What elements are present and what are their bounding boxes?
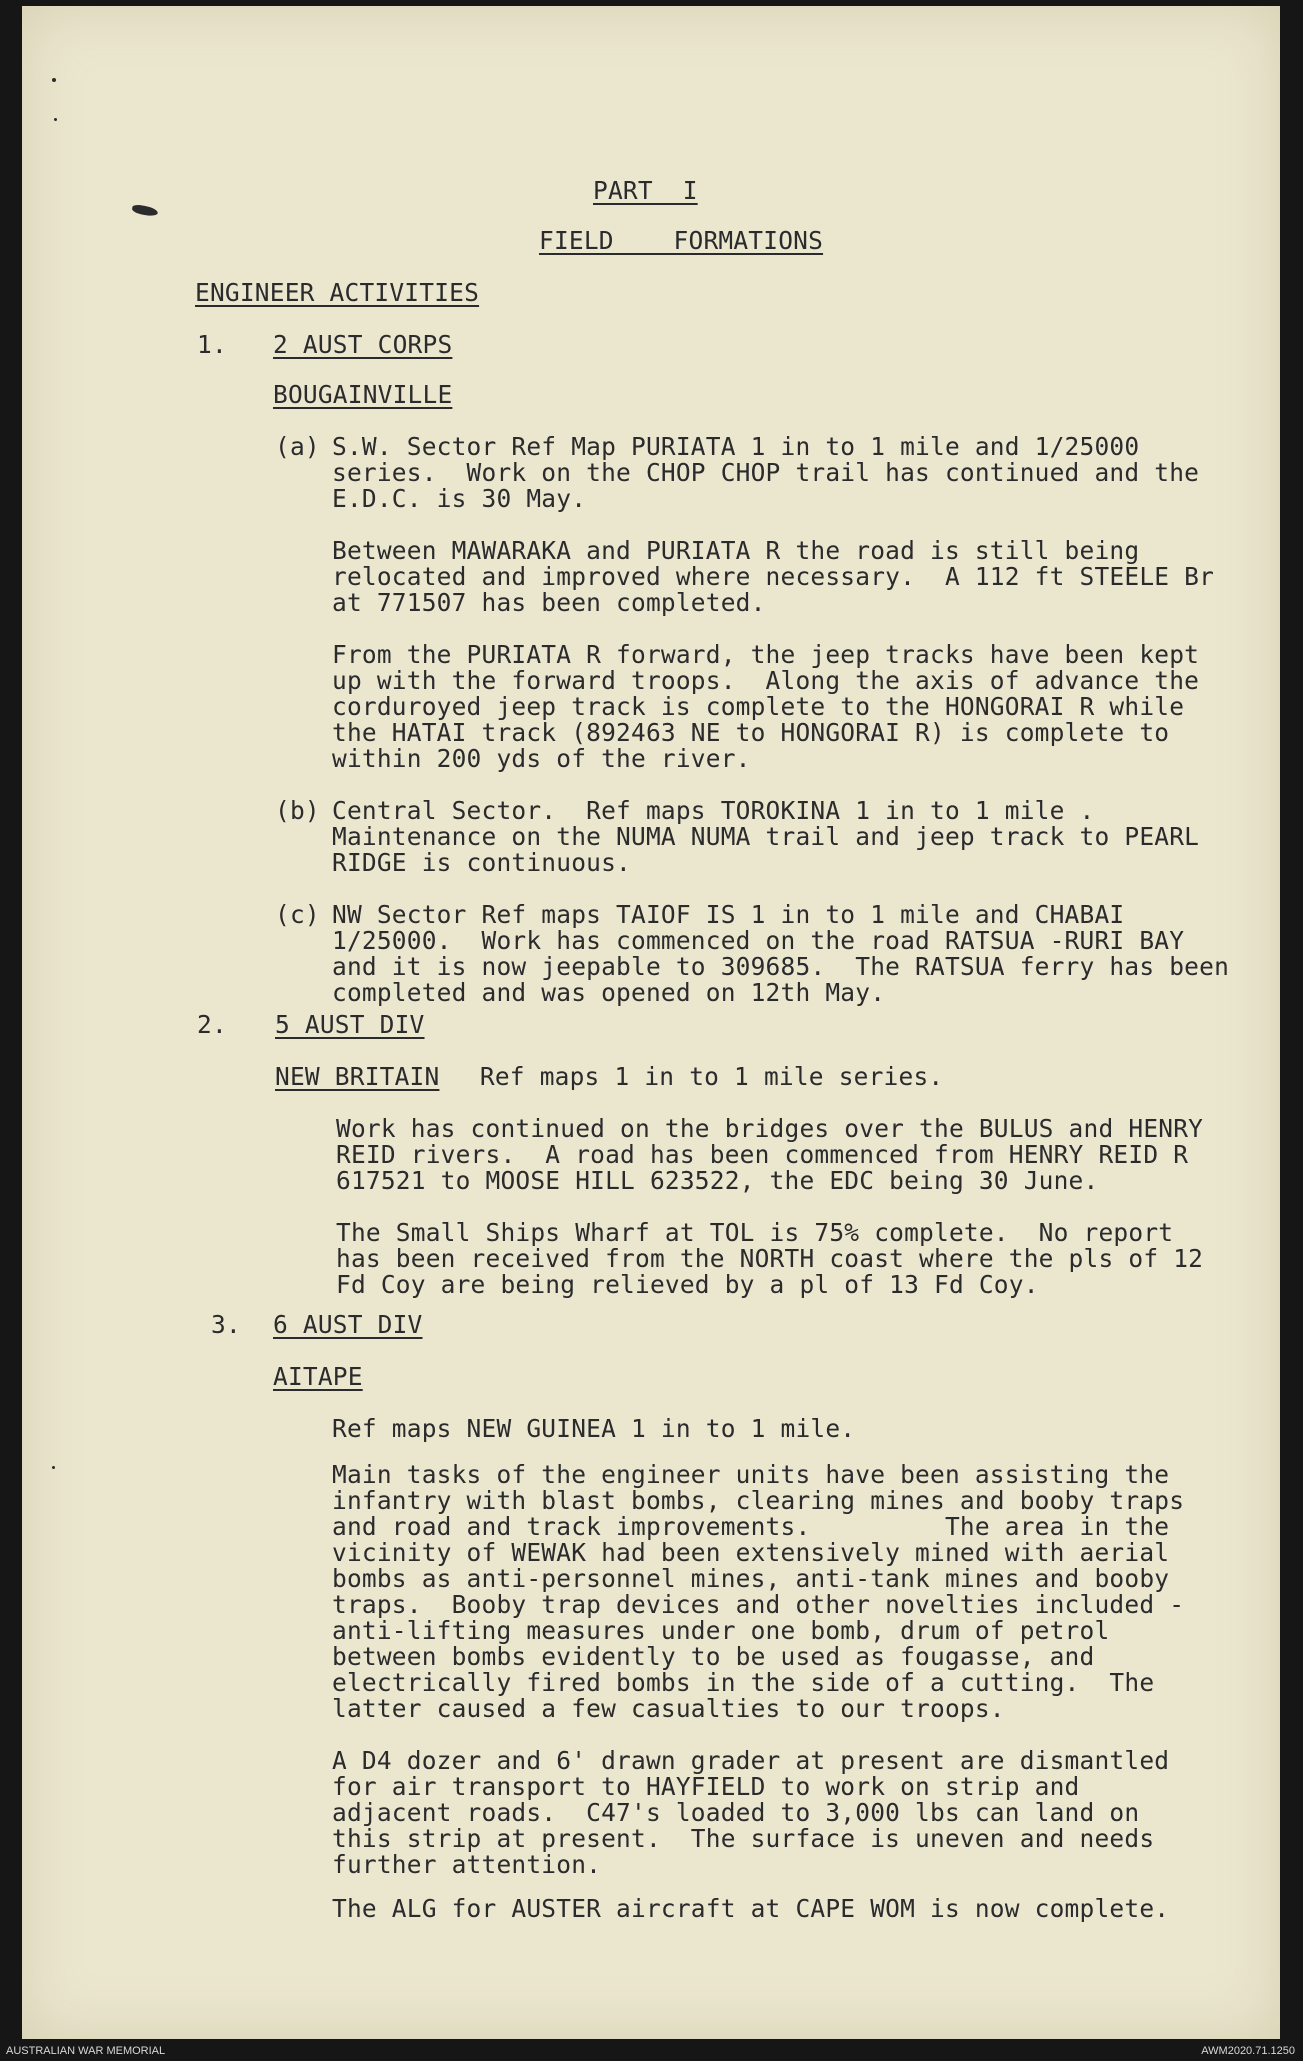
punch-mark xyxy=(52,1466,55,1469)
text-line: 617521 to MOOSE HILL 623522, the EDC being 30 June. xyxy=(336,1166,1099,1195)
text-line: bombs as anti-personnel mines, anti-tank mines and booby xyxy=(332,1564,1170,1593)
subsection-heading: NEW BRITAIN xyxy=(275,1062,440,1091)
section-title: ENGINEER ACTIVITIES xyxy=(195,278,480,307)
text-line: and it is now jeepable to 309685. The RATSUA ferry has been xyxy=(332,952,1230,981)
text-line: RIDGE is continuous. xyxy=(332,848,632,877)
text-line: REID rivers. A road has been commenced from HENRY REID R xyxy=(336,1140,1189,1169)
footer-reference: AWM2020.71.1250 xyxy=(1201,2045,1295,2057)
text-line: further attention. xyxy=(332,1850,602,1879)
subsection-heading: BOUGAINVILLE xyxy=(273,380,453,409)
section-number: 1. xyxy=(197,330,227,359)
text-line: Between MAWARAKA and PURIATA R the road is still being xyxy=(332,536,1140,565)
text-line: has been received from the NORTH coast where the pls of 12 xyxy=(336,1244,1204,1273)
text-line: 1/25000. Work has commenced on the road RATSUA -RURI BAY xyxy=(332,926,1185,955)
section-number: 3. xyxy=(211,1310,241,1339)
text-line: The Small Ships Wharf at TOL is 75% complete. No report xyxy=(336,1218,1174,1247)
text-line: within 200 yds of the river. xyxy=(332,744,751,773)
text-line: Ref maps NEW GUINEA 1 in to 1 mile. xyxy=(332,1414,856,1443)
text-line: this strip at present. The surface is uneven and needs xyxy=(332,1824,1155,1853)
punch-mark xyxy=(52,78,56,82)
text-line: Work has continued on the bridges over the BULUS and HENRY xyxy=(336,1114,1204,1143)
text-line: Maintenance on the NUMA NUMA trail and jeep track to PEARL xyxy=(332,822,1200,851)
text-line: adjacent roads. C47's loaded to 3,000 lbs can land on xyxy=(332,1798,1140,1827)
text-line: Main tasks of the engineer units have been assisting the xyxy=(332,1460,1170,1489)
text-line: between bombs evidently to be used as fougasse, and xyxy=(332,1642,1095,1671)
document-page xyxy=(22,6,1280,2039)
section-number: 2. xyxy=(197,1010,227,1039)
text-line: vicinity of WEWAK had been extensively mined with aerial xyxy=(332,1538,1170,1567)
punch-mark xyxy=(54,118,57,121)
text-line: corduroyed jeep track is complete to the HONGORAI R while xyxy=(332,692,1185,721)
section-heading: 6 AUST DIV xyxy=(273,1310,423,1339)
archive-footer xyxy=(0,2041,1303,2061)
text-line: Central Sector. Ref maps TOROKINA 1 in to 1 mile . xyxy=(332,796,1095,825)
text-line: for air transport to HAYFIELD to work on strip and xyxy=(332,1772,1080,1801)
text-line: relocated and improved where necessary. A 112 ft STEELE Br xyxy=(332,562,1215,591)
text-line: traps. Booby trap devices and other novelties included - xyxy=(332,1590,1185,1619)
subsection-note: Ref maps 1 in to 1 mile series. xyxy=(450,1062,944,1091)
text-line: The ALG for AUSTER aircraft at CAPE WOM is now complete. xyxy=(332,1894,1170,1923)
subsection-heading: AITAPE xyxy=(273,1362,363,1391)
text-line: electrically fired bombs in the side of a cutting. The xyxy=(332,1668,1155,1697)
section-heading: 5 AUST DIV xyxy=(275,1010,425,1039)
ink-mark xyxy=(131,204,158,217)
text-line: and road and track improvements. The area in the xyxy=(332,1512,1170,1541)
text-line: completed and was opened on 12th May. xyxy=(332,978,886,1007)
footer-credit: AUSTRALIAN WAR MEMORIAL xyxy=(6,2045,166,2057)
text-line: From the PURIATA R forward, the jeep tracks have been kept xyxy=(332,640,1200,669)
text-line: latter caused a few casualties to our troops. xyxy=(332,1694,1005,1723)
part-heading: PART I xyxy=(593,176,698,205)
text-line: A D4 dozer and 6' drawn grader at present are dismantled xyxy=(332,1746,1170,1775)
text-line: series. Work on the CHOP CHOP trail has continued and the xyxy=(332,458,1200,487)
text-line: anti-lifting measures under one bomb, drum of petrol xyxy=(332,1616,1110,1645)
item-label: (a) xyxy=(275,432,320,461)
item-label: (b) xyxy=(275,796,320,825)
item-label: (c) xyxy=(275,900,320,929)
text-line: the HATAI track (892463 NE to HONGORAI R) is complete to xyxy=(332,718,1170,747)
text-line: up with the forward troops. Along the axis of advance the xyxy=(332,666,1200,695)
section-heading: 2 AUST CORPS xyxy=(273,330,453,359)
text-line: NW Sector Ref maps TAIOF IS 1 in to 1 mile and CHABAI xyxy=(332,900,1125,929)
text-line: at 771507 has been completed. xyxy=(332,588,766,617)
text-line: Fd Coy are being relieved by a pl of 13 Fd Coy. xyxy=(336,1270,1039,1299)
page-title: FIELD FORMATIONS xyxy=(539,226,824,255)
text-line: infantry with blast bombs, clearing mines and booby traps xyxy=(332,1486,1185,1515)
text-line: E.D.C. is 30 May. xyxy=(332,484,587,513)
text-line: S.W. Sector Ref Map PURIATA 1 in to 1 mile and 1/25000 xyxy=(332,432,1140,461)
